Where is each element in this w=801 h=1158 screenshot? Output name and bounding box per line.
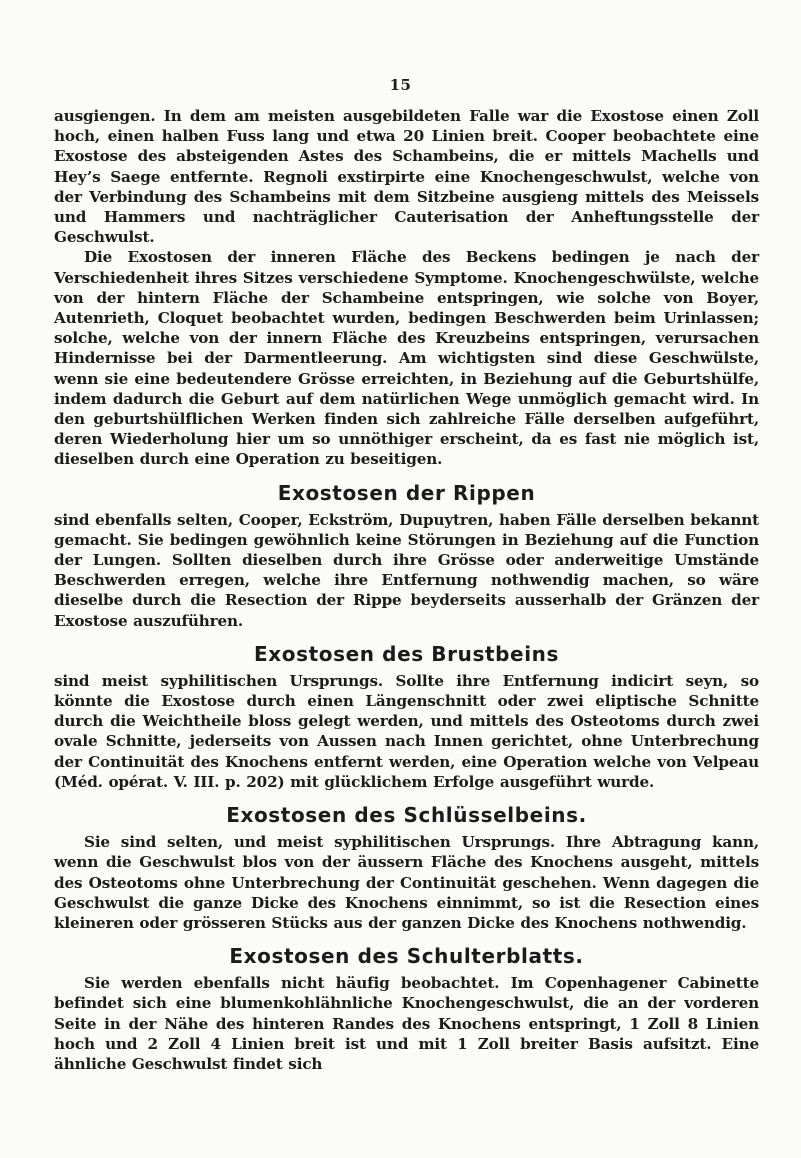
- paragraph-scapula: Sie werden ebenfalls nicht häufig beobachtet. Im Copenhagener Cabinette befindet sich eine blumenkohlähnliche Knochengeschwulst, die an der vorderen Seite in der Nähe des hinteren Randes des Knochens entspringt, 1 Zoll 8 Linien hoch und 2 Zoll 4 Linien breit ist und mit 1 Zoll breiter Basis aufsitzt. Eine ähnliche Geschwulst findet sich: [54, 974, 759, 1073]
- paragraph-continuation: ausgiengen. In dem am meisten ausgebildeten Falle war die Exostose einen Zoll hoch, einen halben Fuss lang und etwa 20 Linien breit. Cooper beobachtete eine Exostose des absteigenden Astes des Schambeins, die er mittels Machells und Hey’s Saege entfernte. Regnoli exstirpirte eine Knochengeschwulst, welche von der Verbindung des Schambeins mit dem Sitzbeine ausgieng mittels des Meissels und Hammers und nachträglicher Cauterisation der Anheftungsstelle der Geschwulst.: [54, 107, 759, 247]
- page-number: 15: [389, 76, 412, 94]
- paragraph-pelvis-inner-surface: Die Exostosen der inneren Fläche des Beckens bedingen je nach der Verschiedenheit ihres Sitzes verschiedene Symptome. Knochengeschwülste, welche von der hintern Fläche der Schambeine entspringen, wie solche von Boyer, Autenrieth, Cloquet beobachtet wurden, bedingen Beschwerden beim Urinlassen; solche, welche von der innern Fläche des Kreuzbeins entspringen, verursachen Hindernisse bei der Darmentleerung. Am wichtigsten sind diese Geschwülste, wenn sie eine bedeutendere Grösse erreichten, in Beziehung auf die Geburtshülfe, indem dadurch die Geburt auf dem natürlichen Wege unmöglich gemacht wird. In den geburtshülflichen Werken finden sich zahlreiche Fälle derselben aufgeführt, deren Wiederholung hier um so unnöthiger erscheint, da es fast nie möglich ist, dieselben durch eine Operation zu beseitigen.: [54, 248, 759, 469]
- paragraph-sternum: sind meist syphilitischen Ursprungs. Sollte ihre Entfernung indicirt seyn, so könnte die Exostose durch einen Längenschnitt oder zwei eliptische Schnitte durch die Weichtheile bloss gelegt werden, und mittels des Osteotoms durch zwei ovale Schnitte, jederseits von Aussen nach Innen gerichtet, ohne Unterbrechung der Continuität des Knochens entfernt werden, eine Operation welche von Velpeau (Méd. opérat. V. III. p. 202) mit glücklichem Erfolge ausgeführt wurde.: [54, 671, 759, 791]
- paragraph-clavicle: Sie sind selten, und meist syphilitischen Ursprungs. Ihre Abtragung kann, wenn die Geschwulst blos von der äussern Fläche des Knochens ausgeht, mittels des Osteotoms ohne Unterbrechung der Continuität geschehen. Wenn dagegen die Geschwulst die ganze Dicke des Knochens einnimmt, so ist die Resection eines kleineren oder grösseren Stücks aus der ganzen Dicke des Knochens nothwendig.: [54, 833, 759, 932]
- heading-scapula: Exostosen des Schulterblatts.: [229, 944, 584, 969]
- heading-ribs: Exostosen der Rippen: [277, 480, 536, 505]
- heading-clavicle: Exostosen des Schlüsselbeins.: [226, 803, 587, 828]
- paragraph-ribs: sind ebenfalls selten, Cooper, Eckström, Dupuytren, haben Fälle derselben bekannt gemacht. Sie bedingen gewöhnlich keine Störungen in Beziehung auf die Function der Lungen. Sollten dieselben durch ihre Grösse oder anderweitige Umstände Beschwerden erregen, welche ihre Entfernung nothwendig machen, so wäre dieselbe durch die Resection der Rippe beyderseits ausserhalb der Gränzen der Exostose auszuführen.: [54, 510, 759, 630]
- page-text: [54, 106, 759, 1074]
- heading-sternum: Exostosen des Brustbeins: [253, 641, 559, 666]
